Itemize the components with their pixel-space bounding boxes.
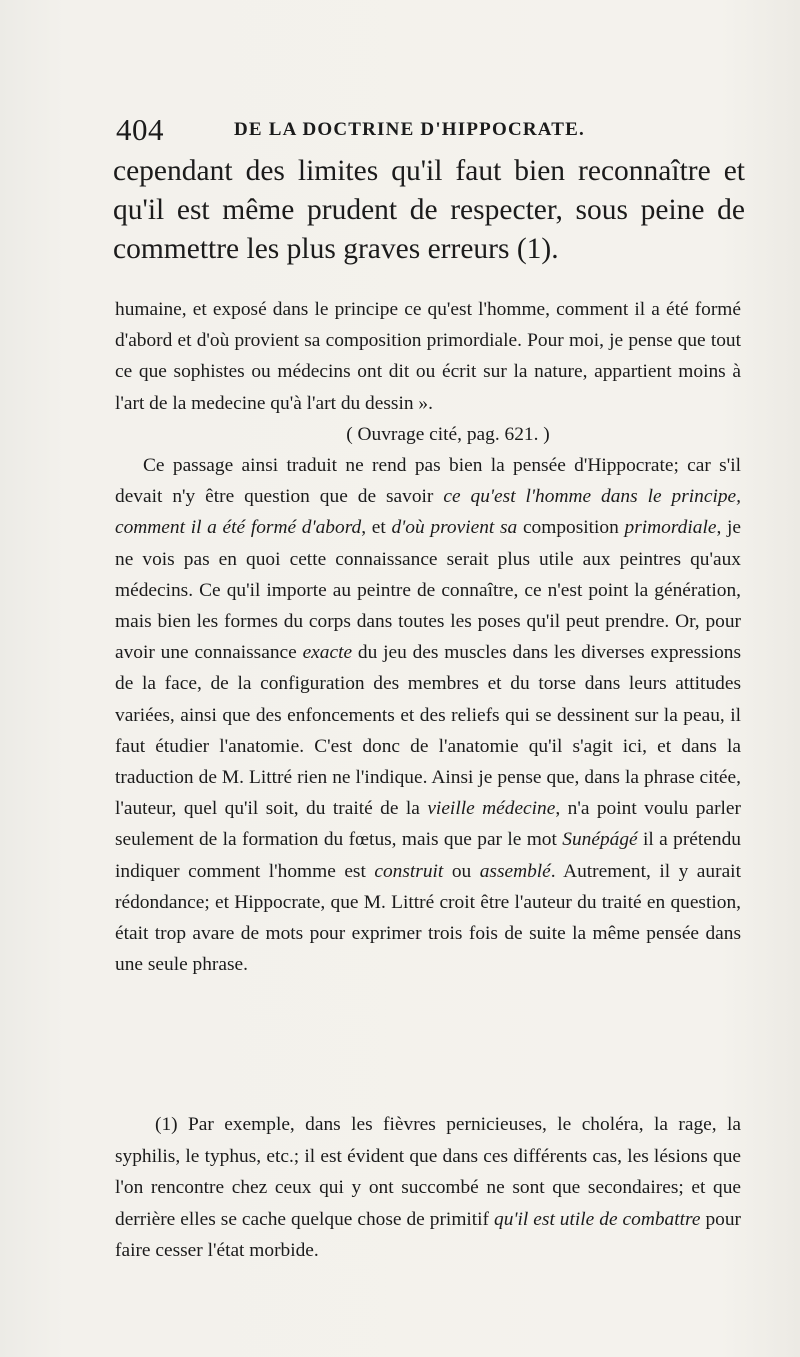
italic-span: ce qu'est l'homme dans le principe, comment il a été formé d'abord — [115, 486, 741, 539]
text-span: , n'a point voulu parler seulement de la formation du fœtus, mais que par le mot — [115, 798, 741, 851]
text-span: ou — [451, 860, 472, 882]
italic-span: primordiale — [624, 517, 717, 539]
italic-span: qu'il est utile de combattre — [494, 1208, 701, 1230]
main-text — [115, 294, 741, 980]
italic-span: exacte — [302, 642, 353, 664]
italic-span: assemblé — [479, 860, 551, 882]
footnote-paragraph — [115, 1109, 741, 1267]
citation: ( Ouvrage cité, pag. 621. ) — [346, 423, 550, 445]
page-header — [116, 112, 736, 152]
text-span: il a prétendu indiquer comment l'homme est — [115, 829, 741, 882]
paragraph-1: humaine, et exposé dans le principe ce qu'est l'homme, comment il a été formé d'abord et d'où provient sa composition primordiale. Pour moi, je pense que tout ce que sophistes ou médecins ont dit ou écrit sur la nature, appartient moins à l'art de la medecine qu'à l'art du dessin ». — [115, 299, 741, 414]
text-span: , je ne vois pas en quoi cette connaissance serait plus utile aux peintres qu'aux médecins. Ce qu'il importe au peintre de connaître, ce n'est point la génération, mais bien les formes du corps dans toutes les poses qu'il peut prendre. Or, pour avoir une connaissance — [115, 517, 741, 664]
page-number: 404 — [116, 112, 164, 147]
text-span: pour faire cesser l'état morbide. — [115, 1208, 741, 1261]
running-title: DE LA DOCTRINE D'HIPPOCRATE. — [234, 119, 586, 140]
text-span: (1) Par exemple, dans les fièvres pernicieuses, le choléra, la rage, la syphilis, le typhus, etc.; il est évident que dans ces différents cas, les lésions que l'on rencontre chez ceux qui y ont succombé ne sont que secondaires; et que derrière elles se cache quelque chose de primitif — [115, 1114, 741, 1230]
paragraph-2 — [115, 450, 741, 980]
footnote — [115, 1109, 741, 1267]
intro-large-text — [113, 152, 745, 269]
italic-span: d'où provient sa — [391, 517, 518, 539]
text-span: . Autrement, il y aurait rédondance; et Hippocrate, que M. Littré croit être l'auteur du traité en question, était trop avare de mots pour exprimer trois fois de suite la même pensée dans une seule phrase. — [115, 860, 741, 976]
italic-span: vieille médecine — [427, 798, 556, 820]
text-span: Ce passage ainsi traduit ne rend pas bien la pensée d'Hippocrate; car s'il devait n'y être question que de savoir — [115, 455, 741, 508]
italic-span: Sunépágé — [562, 829, 638, 851]
text-span: composition — [522, 517, 619, 539]
text-span: , et — [361, 517, 386, 539]
text-span: du jeu des muscles dans les diverses expressions de la face, de la configuration des membres et du torse dans leurs attitudes variées, ainsi que des enfoncements et des reliefs qui se dessinent sur la peau, il faut étudier l'anatomie. C'est donc de l'anatomie qu'il s'agit ici, et dans la traduction de M. Littré rien ne l'indique. Ainsi je pense que, dans la phrase citée, l'auteur, quel qu'il soit, du traité de la — [115, 642, 742, 820]
italic-span: construit — [374, 860, 444, 882]
intro-paragraph: cependant des limites qu'il faut bien reconnaître et qu'il est même prudent de respecter, sous peine de commettre les plus graves erreurs (1). — [113, 155, 745, 265]
